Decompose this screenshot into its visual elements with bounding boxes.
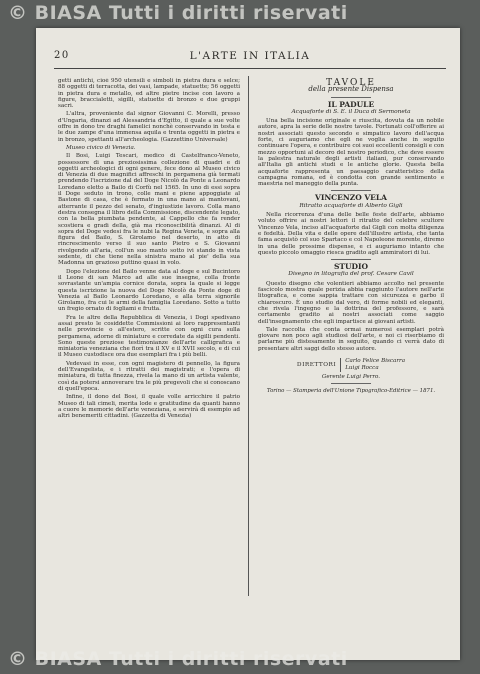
paragraph: Tale raccolta che conta ormai numerosi esemplari potrà giovare non poco agli studiosi dell'arte, e noi ci riserbiamo di parlarne più distesamente in seguito, quando ci verrà dato di presentare altri saggi dello stesso autore. — [258, 326, 444, 352]
column-divider — [248, 76, 249, 596]
section-byline: Acquaforte di S. E. il Duca di Sermoneta — [291, 108, 411, 115]
section-label: Museo civico di Venezia. — [66, 144, 136, 151]
paragraph: Dopo l'elezione del Bailo venne data al doge e sul Bucintoro il Leone di san Marco ad alle sue insegne, colla fronte sovrastante un'ampia cornice dorata, sopra la quale si legge questa iscrizione la nuova del Doge Nicolò da Ponte doge di Venezia al Bailo Leonardo Loredano, e alla terra signorile Girolamo, fra cui le armi della famiglia Loredano. Sotto a tutto un fregio ornato di fogliami e frutta. — [58, 268, 240, 313]
paragraph: getti antichi, cioè 950 utensili e simboli in pietra dura e selce; 88 oggetti di terracotta, dei vasi, lampade, statuette; 56 oggetti in pietra dura e metallo, ed altre pietre incise con lavoro a figure, braccialetti, sigilli, statuette di bronzo e due gruppi sacri. — [58, 78, 240, 110]
director-name: Luigi Rocca — [345, 364, 379, 371]
directors-names — [340, 358, 405, 372]
paragraph: Il Bosi, Luigi Tescari, medico di Castelfranco-Veneto, possessore di una preziosissima collezione di quadri e di oggetti archeologici di ogni genere, fece dono al Museo civico di Venezia di due magnifici affreschi in pergamena già termati prendendo l'iscrizione dal del Doge Nicolò da Ponte a Leonardo Loredano eletto a Bailo di Corfù nel 1565. In uno di essi sopra il Doge seduto in trono, colle mani e piene appoggiate al Bastone di casa, che è fermato in una mano ai mantovani, atterrante il pezzo del senato, d'ingiustizie lavoro. Colla mano destra consegna il libro della Commissione, discendente legato, con la bella piumbata pendente, al Cappello che fa render scostiera e gradi della, già ma riconoscibilità dinanzi. Al di sopra del Doge vedesi fra le nubi la Regina Veneta, e sopra alla figura del Bailo, S. Girolamo nel deserto, in atto di rincrescimento verso il suo santo Pietro e S. Giovanni rivolgendo all'aria, coll'un suo manto sotto ivi stando in vista sedente, di che tiene nella sinistra mano al pie' della sua Madonna un grazioso puttino quasi in volo. — [58, 153, 240, 267]
left-column — [58, 78, 240, 618]
plates-title: TAVOLE — [326, 78, 376, 88]
document-page — [36, 28, 460, 660]
section-byline: Ritratto acquaforte di Alberto Gigli — [299, 202, 403, 209]
watermark-top: © BIASA Tutti i diritti riservati — [8, 2, 348, 24]
paragraph: Vedevasi in esse, con ogni magistero di pennello, la figura dell'Evangelista, e i ritratti dei magistrati; e l'opera di miniatura, di tutta finezza, rivela la mano di un artista valente, così da potersi annoverare tra le più pregevoli che si conoscano di quell'epoca. — [58, 360, 240, 392]
section-byline: Disegno in litografia del prof. Cesare Cavil — [288, 271, 414, 278]
paragraph: Nella ricorrenza d'una delle belle feste dell'arte, abbiamo voluto offrire ai nostri lettori il ritratto del celebre scultore Vincenzo Vela, inciso all'acquaforte dal Gigli con molta diligenza e fedeltà. Della vita e delle opere dell'illustre artista, che tanta fama acquistò col suo Spartaco e col Napoleone morente, diremo in una delle prossime dispense, e ci auguriamo intanto che questo piccolo omaggio riesca gradito agli ammiratori di lui. — [258, 212, 444, 256]
section-heading: IL PADULE — [327, 99, 375, 109]
imprint: Torino — Stamperia dell'Unione Tipografico-Editrice — 1871. — [266, 388, 436, 395]
page-number: 20 — [54, 50, 70, 61]
divider — [331, 190, 371, 191]
paragraph: Una bella incisione originale e riuscita, dovuta da un nobile autore, apra la serie delle nostre tavole. Fortunati coll'offerire ai nostri associati questo secondo e simpatico lavoro dell'acqua forte, ci auguriamo che egli ne voglia anche in seguito continuare l'opera, e contribuire coi suoi eccellenti consigli e con mezzo opportuni al decoro del nostro periodico, che deve essere la palestra naturale degli artisti italiani, pur conservando all'Italia gli antichi studi e le antiche glorie. Questa bella acquaforte rappresenta un paesaggio caratteristico della campagna romana, ed è condotta con grande sentimento e maestria nel maneggio della punta. — [258, 118, 444, 188]
plates-subtitle: della presente Dispensa — [308, 85, 394, 94]
gerente: Gerente Luigi Perro. — [321, 373, 381, 380]
paragraph: L'altra, proveniente dal signor Giovanni C. Morelli, presso d'Ungaria, dinanzi ad Alessandria d'Egitto, il quale a sue volte offre in dono tre draghi famelici nonchè conservando in testa e le due zampe d'una immensa aquila e trenta oggetti in pietra e in bronzo, spettanti all'archeologia. (Gazzettino Universale) — [58, 111, 240, 143]
director-name: Carlo Felice Biscarra — [345, 357, 406, 364]
paragraph: Questo disegno che volentieri abbiamo accolto nel presente fascicolo mostra quale perizia abbia raggiunto l'autore nell'arte litografica, e come sappia trattare con sicurezza e garbo il chiaroscuro. È uno studio dal vero, di forme nobili ed eleganti, che rivela l'ingegno e la dottrina del professore, e sarà certamente gradito ai nostri associati come saggio dell'insegnamento che egli impartisce ai giovani artisti. — [258, 280, 444, 325]
directors-block — [258, 358, 444, 372]
watermark-bottom: © BIASA Tutti i diritti riservati — [8, 648, 348, 670]
section-heading: STUDIO — [333, 262, 369, 272]
section-heading: VINCENZO VELA — [315, 193, 387, 203]
paragraph: Infine, il dono del Bosi, il quale volle arricchire il patrio Museo di tali cimeli, merita lode e gratitudine da quanti hanno a cuore le memorie dell'arte veneziana, e servirà di esempio ad altri benemeriti cittadini. (Gazzetta di Venezia) — [58, 394, 240, 420]
page-header — [54, 50, 446, 66]
directors-label: DIRETTORI — [296, 361, 337, 368]
running-title: L'ARTE IN ITALIA — [189, 50, 311, 62]
divider — [331, 97, 371, 98]
header-rule — [54, 68, 446, 69]
divider — [331, 383, 371, 384]
right-column — [258, 78, 444, 598]
paragraph: Fra le altre della Repubblica di Venezia, i Dogi spedivano assai presto le cosiddette Commissioni ai loro rappresentanti nelle provincie o all'estero, scritte con ogni cura sulla pergamena, adorne di miniature e corredate da sigilli pendenti. Sono queste preziose testimonianze dell'arte calligrafica e miniatoria veneziana che fiorì tra il XV e il XVII secolo, e di cui il Museo custodisce ora due esemplari fra i più belli. — [58, 314, 240, 359]
divider — [331, 259, 371, 260]
